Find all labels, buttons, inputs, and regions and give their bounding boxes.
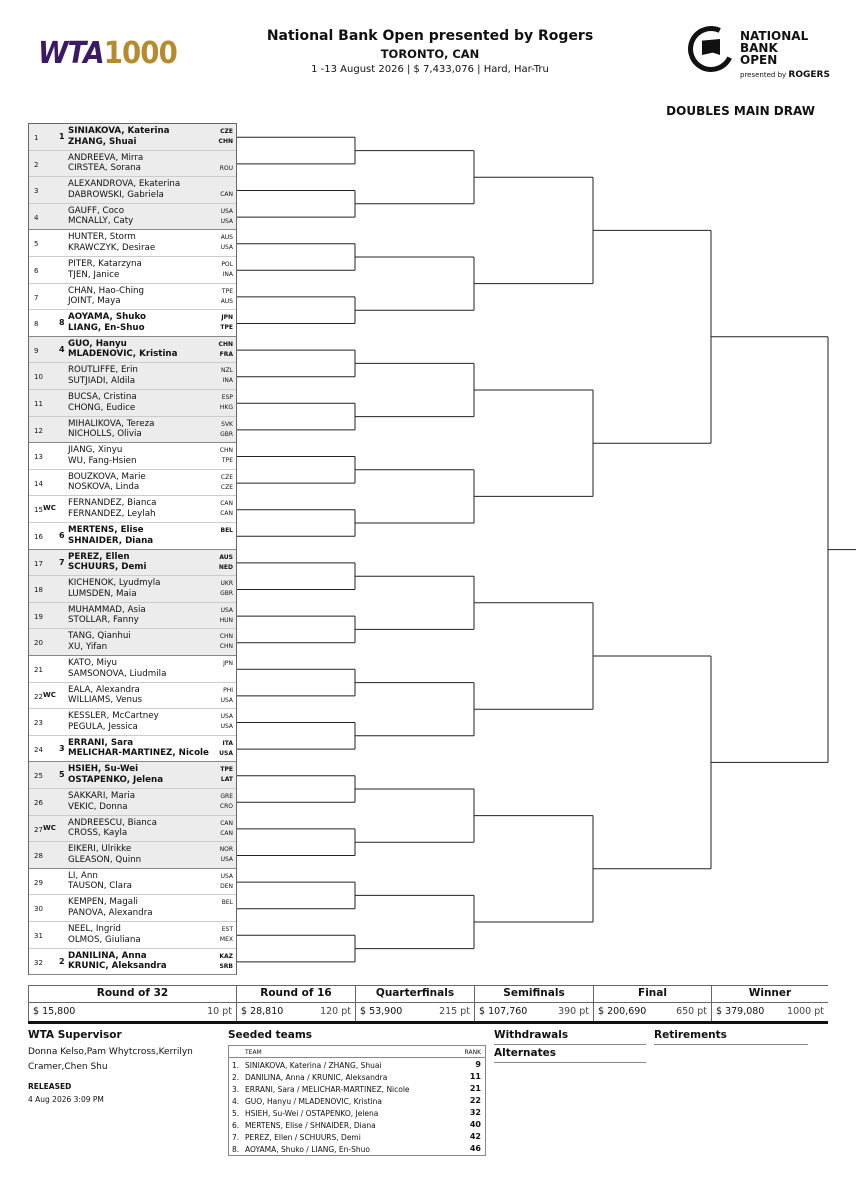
draw-position: 11 [34, 400, 43, 408]
prize-money: $ 15,800 [33, 1006, 76, 1017]
draw-entry [29, 629, 236, 656]
player-name: NOSKOVA, Linda [68, 482, 140, 493]
player-name: LI, Ann [68, 870, 98, 881]
player-name: AOYAMA, Shuko [68, 312, 146, 323]
prize-cell [355, 986, 474, 1024]
nationality: NZL [221, 367, 233, 375]
tournament-title: National Bank Open presented by Rogers [266, 28, 594, 44]
nationality: TPE [220, 324, 233, 332]
player-name: PEGULA, Jessica [68, 721, 138, 732]
draw-entry [29, 230, 236, 257]
wta-1000-logo: WTA1000 [38, 36, 177, 71]
nationality: ROU [219, 164, 233, 172]
draw-entry [29, 284, 236, 311]
draw-entry [29, 789, 236, 816]
nationality: CAN [220, 510, 233, 518]
draw-position: 31 [34, 932, 43, 940]
draw-position: 9 [34, 346, 39, 355]
draw-entry [29, 922, 236, 949]
player-name: ANDREESCU, Bianca [68, 817, 157, 828]
seeded-row [229, 1095, 485, 1107]
player-name: CIRSTEA, Sorana [68, 163, 141, 174]
nationality: BEL [221, 899, 233, 907]
player-name: HUNTER, Storm [68, 232, 136, 243]
draw-position: 13 [34, 453, 43, 462]
nationality: INA [222, 377, 233, 385]
nationality: PHI [223, 686, 233, 694]
seeded-table-header: TEAM RANK [229, 1046, 485, 1058]
player-name: BOUZKOVA, Marie [68, 471, 146, 482]
player-name: KATO, Miyu [68, 658, 118, 668]
nationality: USA [220, 872, 233, 880]
player-name: WILLIAMS, Venus [68, 695, 143, 706]
seeded-team: HSIEH, Su-Wei / OSTAPENKO, Jelena [245, 1109, 379, 1118]
player-name: EALA, Alexandra [68, 684, 140, 695]
team-rank: 32 [469, 1108, 481, 1117]
seeded-row [229, 1083, 485, 1095]
alternates-heading: Alternates [494, 1047, 556, 1059]
seeded-team: MERTENS, Elise / SHNAIDER, Diana [245, 1121, 376, 1130]
ranking-points: 650 pt [676, 1006, 707, 1017]
player-name: ALEXANDROVA, Ekaterina [68, 179, 181, 190]
nationality: AUS [220, 297, 233, 305]
player-name: KRAWCZYK, Desirae [68, 242, 156, 253]
seed-label: 7 [59, 557, 65, 567]
player-name: CHONG, Eudice [68, 402, 136, 413]
nationality: DEN [220, 882, 233, 890]
seed-label: 8 [59, 318, 65, 328]
round-label: Semifinals [503, 987, 565, 999]
draw-entry [29, 895, 236, 922]
round-label: Final [638, 987, 667, 999]
logo-flag-icon [702, 39, 720, 55]
player-name: ERRANI, Sara [68, 737, 134, 748]
nationality: USA [220, 244, 233, 252]
draw-entry [29, 683, 236, 710]
prize-money: $ 28,810 [241, 1006, 284, 1017]
nationality: KAZ [219, 952, 233, 960]
divider [654, 1044, 808, 1045]
player-name: SAKKARI, Maria [68, 791, 136, 801]
nationality: USA [220, 606, 233, 614]
nationality: USA [219, 749, 233, 757]
nationality: GBR [220, 590, 233, 598]
player-name: WU, Fang-Hsien [68, 455, 137, 466]
seed-label: 4 [59, 344, 65, 354]
draw-position: 29 [34, 878, 43, 887]
player-name: FERNANDEZ, Bianca [68, 498, 157, 509]
draw-position: 3 [34, 187, 39, 196]
nationality: CHN [219, 633, 233, 641]
player-name: KESSLER, McCartney [68, 711, 159, 722]
draw-position: 6 [34, 267, 39, 275]
seed-index: 3. [232, 1085, 240, 1094]
round-label: Quarterfinals [375, 987, 455, 999]
seed-label: WC [43, 504, 56, 513]
player-name: JOINT, Maya [68, 296, 121, 307]
seeded-team: AOYAMA, Shuko / LIANG, En-Shuo [245, 1145, 370, 1154]
seeded-row [229, 1107, 485, 1119]
draw-position: 4 [34, 213, 39, 222]
seeded-team: DANILINA, Anna / KRUNIC, Aleksandra [245, 1073, 388, 1082]
nationality: CHN [219, 447, 233, 455]
nationality: CZE [220, 128, 233, 135]
player-name: GUO, Hanyu [68, 338, 127, 349]
player-name: ZHANG, Shuai [68, 136, 137, 147]
draw-entry [29, 310, 236, 337]
player-name: MUHAMMAD, Asia [68, 604, 146, 615]
player-name: GLEASON, Quinn [68, 854, 142, 865]
player-name: PITER, Katarzyna [68, 259, 142, 269]
player-name: DABROWSKI, Gabriela [68, 189, 164, 200]
draw-position: 23 [34, 719, 43, 728]
seeded-team: SINIAKOVA, Katerina / ZHANG, Shuai [245, 1061, 382, 1070]
ranking-points: 10 pt [207, 1006, 232, 1017]
prize-cell [236, 986, 355, 1024]
draw-position: 2 [34, 160, 39, 169]
nationality: CAN [220, 500, 233, 508]
draw-entry [29, 550, 236, 577]
team-rank: 46 [469, 1144, 481, 1153]
player-name: XU, Yifan [68, 641, 108, 652]
draw-position: 7 [34, 293, 39, 302]
prize-money: $ 200,690 [598, 1006, 647, 1017]
nationality: TPE [220, 766, 233, 774]
seed-index: 7. [232, 1133, 240, 1142]
draw-entry [29, 470, 236, 497]
seeded-row [229, 1119, 485, 1131]
supervisor-heading: WTA Supervisor [28, 1029, 122, 1041]
seed-label: 2 [59, 956, 65, 966]
player-name: TJEN, Janice [68, 269, 120, 280]
round-label: Winner [748, 987, 792, 999]
player-name: BUCSA, Cristina [68, 392, 137, 402]
player-name: MLADENOVIC, Kristina [68, 349, 178, 360]
divider [494, 1062, 646, 1063]
nationality: USA [220, 696, 233, 704]
player-name: KEMPEN, Magali [68, 897, 138, 908]
nationality: CZE [220, 473, 233, 481]
nationality: AUS [220, 234, 233, 242]
draw-position: 14 [34, 479, 43, 488]
player-name: SUTJIADI, Aldila [68, 375, 136, 386]
seeded-row [229, 1143, 485, 1155]
nationality: TPE [221, 457, 233, 465]
draw-entry [29, 177, 236, 204]
draw-position: 28 [34, 852, 43, 861]
nationality: AUS [219, 553, 233, 561]
nationality: FRA [219, 350, 233, 358]
prize-cell [593, 986, 711, 1024]
player-name: NEEL, Ingrid [68, 924, 121, 934]
nationality: GBR [220, 430, 233, 438]
divider [28, 1021, 828, 1024]
draw-position: 1 [34, 134, 39, 142]
nationality: USA [220, 713, 233, 721]
draw-entry [29, 257, 236, 284]
ranking-points: 390 pt [558, 1006, 589, 1017]
draw-entry [29, 443, 236, 470]
draw-position: 30 [34, 905, 43, 914]
nationality: HKG [219, 404, 233, 411]
supervisor-names: Donna Kelso,Pam Whytcross,Kerrilyn Cramer,Chen Shu [28, 1047, 193, 1072]
prize-money: $ 53,900 [360, 1006, 403, 1017]
draw-position: 17 [34, 559, 43, 568]
player-name: OLMOS, Giuliana [68, 934, 141, 945]
draw-entry [29, 124, 236, 151]
draw-entry [29, 151, 236, 178]
nationality: UKR [220, 580, 233, 588]
nationality: EST [221, 926, 233, 933]
draw-position: 32 [34, 958, 43, 967]
seed-index: 6. [232, 1121, 240, 1130]
nationality: TPE [221, 287, 233, 295]
team-rank: 11 [469, 1072, 481, 1081]
draw-entry [29, 363, 236, 390]
seeded-team: GUO, Hanyu / MLADENOVIC, Kristina [245, 1097, 383, 1106]
nationality: CAN [220, 829, 233, 837]
draw-entry [29, 816, 236, 843]
draw-entry [29, 576, 236, 603]
player-name: HSIEH, Su-Wei [68, 764, 139, 775]
team-rank: 42 [469, 1132, 481, 1141]
player-name: KICHENOK, Lyudmyla [68, 578, 161, 589]
player-name: GAUFF, Coco [68, 205, 125, 216]
prize-money-table [28, 985, 828, 1023]
player-name: LUMSDEN, Maia [68, 588, 137, 599]
draw-position: 18 [34, 586, 43, 595]
draw-list [28, 123, 237, 975]
nationality: HUN [219, 616, 233, 624]
player-name: MELICHAR-MARTINEZ, Nicole [68, 748, 209, 759]
player-name: MIHALIKOVA, Tereza [68, 418, 155, 429]
draw-entry [29, 390, 236, 417]
draw-position: 8 [34, 320, 39, 329]
nationality: CHN [218, 138, 233, 145]
draw-position: 5 [34, 240, 39, 249]
nationality: LAT [220, 776, 233, 784]
draw-entry [29, 603, 236, 630]
draw-position: 10 [34, 373, 43, 382]
draw-entry [29, 736, 236, 763]
draw-position: 16 [34, 533, 43, 541]
nationality: ESP [221, 394, 233, 401]
draw-entry [29, 204, 236, 231]
draw-entry [29, 869, 236, 896]
player-name: PEREZ, Ellen [68, 551, 130, 562]
team-rank: 22 [469, 1096, 481, 1105]
nationality: JPN [223, 660, 233, 667]
player-name: FERNANDEZ, Leylah [68, 508, 156, 519]
player-name: STOLLAR, Fanny [68, 615, 139, 626]
team-rank: 40 [469, 1120, 481, 1129]
draw-entry [29, 417, 236, 444]
prize-cell [28, 986, 236, 1024]
draw-position: 19 [34, 612, 43, 621]
prize-cell [474, 986, 593, 1024]
draw-position: 15 [34, 506, 43, 515]
nationality: CHN [219, 643, 233, 651]
draw-entry [29, 656, 236, 683]
nationality: NED [218, 563, 233, 571]
seed-index: 5. [232, 1109, 240, 1118]
divider [494, 1044, 646, 1045]
player-name: JIANG, Xinyu [68, 445, 123, 456]
withdrawals-heading: Withdrawals [494, 1029, 569, 1041]
nationality: CHN [218, 340, 233, 348]
nationality: USA [220, 723, 233, 731]
player-name: SCHUURS, Demi [68, 562, 147, 573]
nationality: MEX [219, 936, 233, 943]
player-name: NICHOLLS, Olivia [68, 429, 142, 440]
nationality: CAN [220, 819, 233, 827]
ranking-points: 1000 pt [787, 1006, 824, 1017]
nationality: GRE [220, 793, 233, 800]
draw-entry [29, 762, 236, 789]
seed-index: 8. [232, 1145, 240, 1154]
seed-label: WC [43, 690, 56, 699]
seed-label: 1 [59, 132, 65, 141]
nationality: POL [221, 261, 233, 268]
nationality: USA [220, 856, 233, 864]
seed-index: 2. [232, 1073, 240, 1082]
draw-entry [29, 496, 236, 523]
nationality: CAN [220, 191, 233, 199]
draw-entry [29, 337, 236, 364]
player-name: EIKERI, Ulrikke [68, 844, 132, 855]
player-name: DANILINA, Anna [68, 950, 147, 961]
draw-position: 25 [34, 772, 43, 781]
player-name: ROUTLIFFE, Erin [68, 365, 138, 376]
nationality: USA [220, 217, 233, 225]
nationality: ITA [222, 739, 233, 747]
draw-entry [29, 523, 236, 550]
player-name: SINIAKOVA, Katerina [68, 126, 170, 136]
player-name: KRUNIC, Aleksandra [68, 961, 167, 972]
draw-position: 26 [34, 799, 43, 807]
seeded-teams-table [228, 1045, 486, 1156]
retirements-heading: Retirements [654, 1029, 727, 1041]
released-label: RELEASED [28, 1082, 72, 1091]
section-title: DOUBLES MAIN DRAW [666, 104, 815, 118]
nationality: USA [220, 207, 233, 215]
draw-entry [29, 709, 236, 736]
draw-position: 24 [34, 745, 43, 754]
nationality: NOR [219, 846, 233, 854]
seeded-teams-heading: Seeded teams [228, 1029, 313, 1041]
seed-label: 6 [59, 531, 65, 540]
nationality: BEL [220, 527, 233, 534]
seeded-team: ERRANI, Sara / MELICHAR-MARTINEZ, Nicole [245, 1085, 410, 1094]
seeded-row [229, 1071, 485, 1083]
nationality: INA [222, 271, 233, 278]
draw-position: 21 [34, 666, 43, 674]
tournament-info: 1 -13 August 2026 | $ 7,433,076 | Hard, Har-Tru [311, 64, 549, 75]
prize-cell [711, 986, 828, 1024]
team-rank: 21 [469, 1084, 481, 1093]
ranking-points: 215 pt [439, 1006, 470, 1017]
seed-label: WC [43, 823, 56, 832]
player-name: MERTENS, Elise [68, 525, 144, 535]
player-name: SHNAIDER, Diana [68, 535, 154, 546]
draw-entry [29, 842, 236, 869]
draw-entry [29, 949, 236, 976]
ranking-points: 120 pt [320, 1006, 351, 1017]
player-name: TANG, Qianhui [68, 631, 131, 642]
seed-index: 4. [232, 1097, 240, 1106]
player-name: CHAN, Hao-Ching [68, 285, 145, 296]
seeded-row [229, 1059, 485, 1071]
player-name: OSTAPENKO, Jelena [68, 774, 164, 785]
draw-position: 22 [34, 692, 43, 701]
player-name: LIANG, En-Shuo [68, 322, 145, 333]
nationality: CZE [220, 483, 233, 491]
nationality: SRB [219, 962, 233, 970]
player-name: VEKIC, Donna [68, 801, 128, 812]
draw-position: 12 [34, 426, 43, 435]
round-label: Round of 32 [96, 987, 169, 999]
draw-position: 20 [34, 639, 43, 648]
player-name: SAMSONOVA, Liudmila [68, 668, 167, 679]
player-name: CROSS, Kayla [68, 828, 128, 839]
team-rank: 9 [475, 1060, 481, 1069]
player-name: MCNALLY, Caty [68, 216, 134, 227]
nationality: CRO [219, 803, 233, 810]
seeded-team: PEREZ, Ellen / SCHUURS, Demi [245, 1133, 361, 1142]
player-name: ANDREEVA, Mirra [68, 152, 144, 163]
nationality: SVK [221, 420, 233, 428]
seeded-row [229, 1131, 485, 1143]
prize-money: $ 107,760 [479, 1006, 528, 1017]
tournament-city: TORONTO, CAN [380, 47, 480, 61]
national-bank-open-logo: NATIONAL BANK OPEN presented by ROGERS [688, 26, 828, 82]
seed-label: 5 [59, 770, 65, 780]
round-label: Round of 16 [260, 987, 332, 999]
seed-label: 3 [59, 743, 65, 753]
prize-money: $ 379,080 [716, 1006, 765, 1017]
released-date: 4 Aug 2026 3:09 PM [28, 1095, 104, 1104]
nationality: JPN [221, 314, 233, 322]
player-name: TAUSON, Clara [68, 881, 133, 892]
draw-position: 27 [34, 825, 43, 834]
player-name: PANOVA, Alexandra [68, 907, 153, 918]
seed-index: 1. [232, 1061, 240, 1070]
